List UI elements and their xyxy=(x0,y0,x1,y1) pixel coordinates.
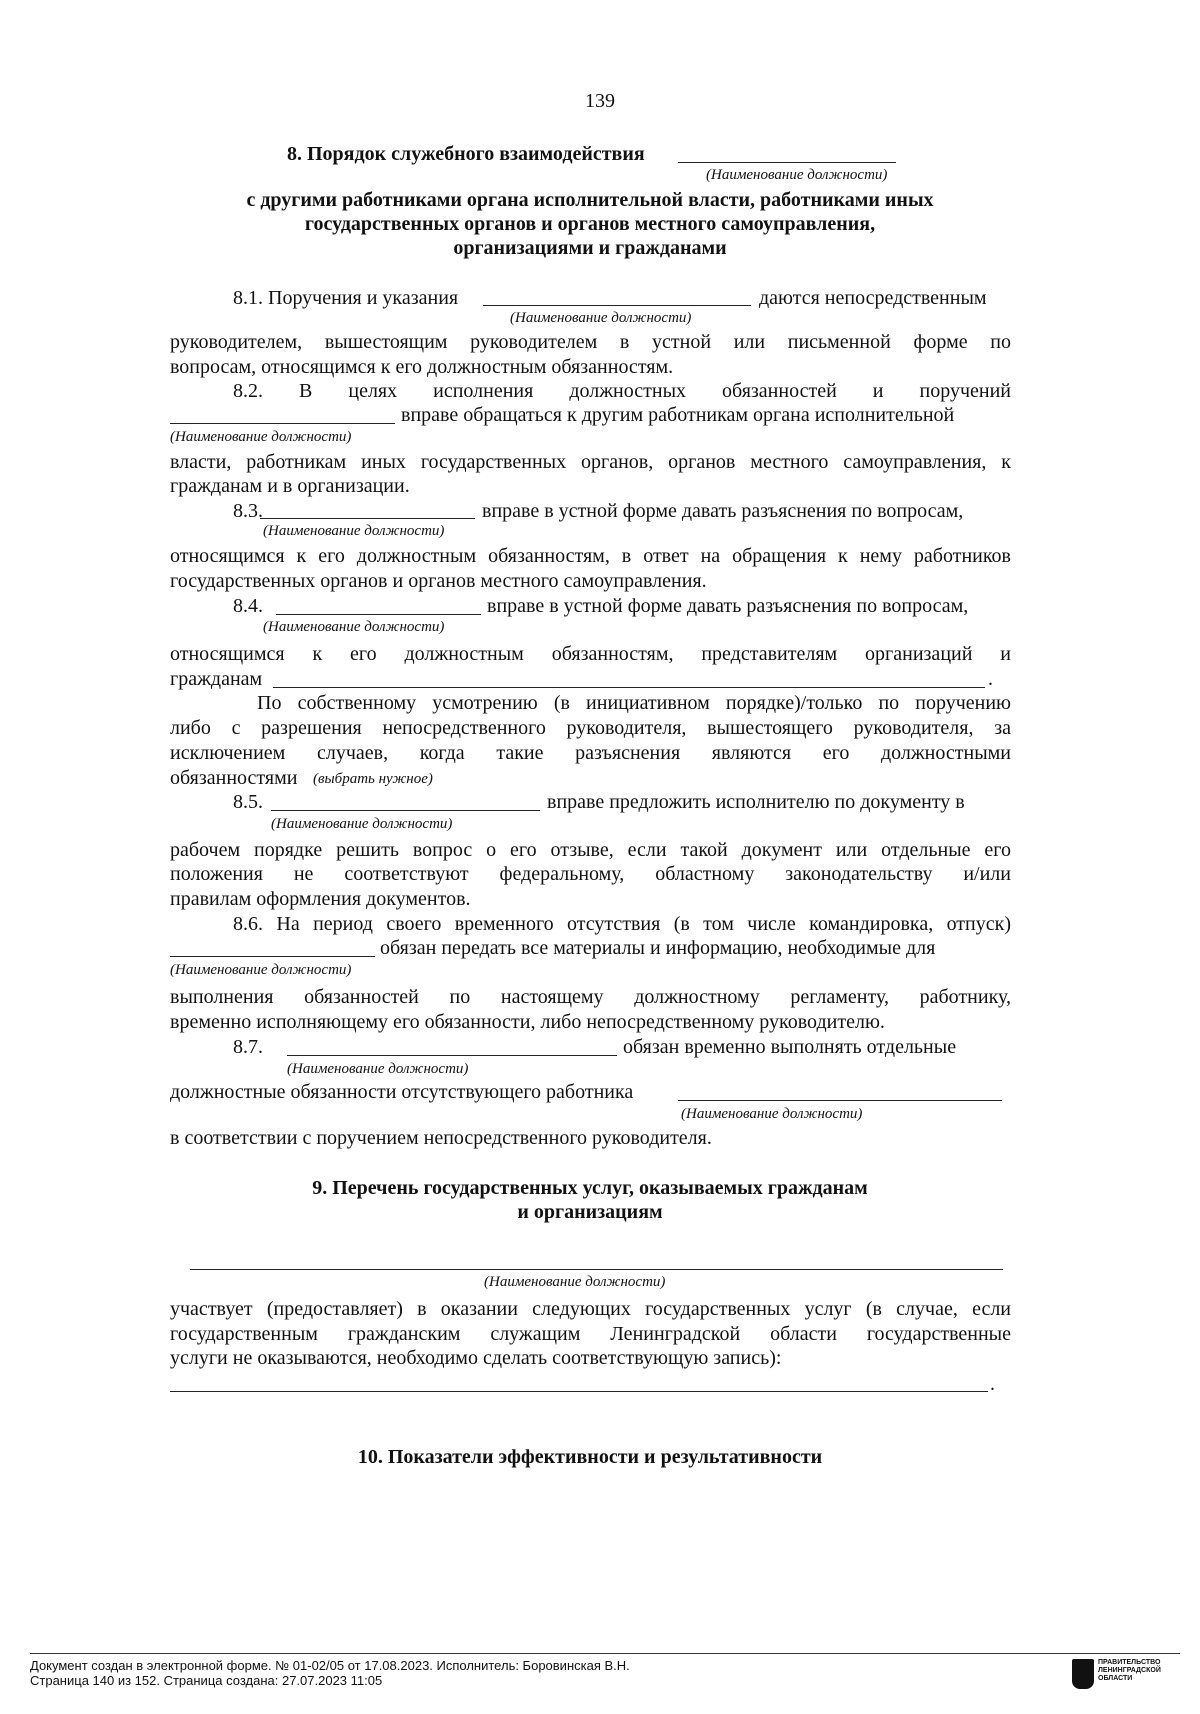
blank-line xyxy=(678,1100,1002,1101)
blank-line xyxy=(260,518,475,519)
page-number: 139 xyxy=(585,90,615,112)
paragraph-8-5-tail: вправе предложить исполнителю по документу в xyxy=(547,791,965,813)
paragraph-8-5-line2: рабочем порядке решить вопрос о его отзыве, если такой документ или отдельные его xyxy=(170,839,1011,861)
position-caption: (Наименование должности) xyxy=(681,1106,863,1122)
position-caption: (Наименование должности) xyxy=(271,816,453,832)
paragraph-8-1-start: 8.1. Поручения и указания xyxy=(233,287,459,309)
paragraph-8-5-number: 8.5. xyxy=(233,791,263,813)
paragraph-8-7-tail: обязан временно выполнять отдельные xyxy=(623,1036,957,1058)
blank-line xyxy=(170,1391,988,1392)
paragraph-8-3-tail: вправе в устной форме давать разъяснения по вопросам, xyxy=(482,500,964,522)
section-9-line1: участвует (предоставляет) в оказании следующих государственных услуг (в случае, если xyxy=(170,1298,1011,1320)
paragraph-8-4-number: 8.4. xyxy=(233,595,263,617)
paragraph-8-2-line4: гражданам и в организации. xyxy=(170,475,410,497)
paragraph-8-6-tail: обязан передать все материалы и информацию, необходимые для xyxy=(380,937,936,959)
footer-line1: Документ создан в электронной форме. № 01-02/05 от 17.08.2023. Исполнитель: Боровинская В.Н. xyxy=(30,1658,630,1673)
position-caption: (Наименование должности) xyxy=(287,1061,469,1077)
paragraph-8-3-line2: относящимся к его должностным обязанностям, в ответ на обращения к нему работников xyxy=(170,545,1011,567)
paragraph-8-4-end: . xyxy=(988,668,993,690)
section-8-title-prefix: 8. Порядок служебного взаимодействия xyxy=(287,143,645,165)
paragraph-8-4-line3: гражданам xyxy=(170,668,263,690)
blank-line xyxy=(273,687,985,688)
blank-line xyxy=(170,423,395,424)
blank-line xyxy=(190,1269,1003,1270)
coat-of-arms-logo-icon xyxy=(1072,1659,1094,1689)
section-9-end: . xyxy=(990,1373,995,1395)
blank-line xyxy=(483,305,751,306)
paragraph-8-2-line1: 8.2. В целях исполнения должностных обязанностей и поручений xyxy=(233,380,1011,402)
footer-divider xyxy=(30,1653,1180,1654)
blank-line xyxy=(271,810,540,811)
position-caption: (Наименование должности) xyxy=(510,310,692,326)
blank-line xyxy=(287,1055,617,1056)
paragraph-8-1-tail: даются непосредственным xyxy=(759,287,987,309)
paragraph-8-7-line3: в соответствии с поручением непосредственного руководителя. xyxy=(170,1127,712,1149)
paragraph-8-5-line4: правилам оформления документов. xyxy=(170,888,471,910)
choose-note: (выбрать нужное) xyxy=(313,771,433,787)
blank-line xyxy=(276,614,481,615)
section-8-title-line3: государственных органов и органов местного самоуправления, xyxy=(304,213,876,235)
footer-line2: Страница 140 из 152. Страница создана: 27.07.2023 11:05 xyxy=(30,1673,383,1688)
position-caption: (Наименование должности) xyxy=(706,167,888,183)
paragraph-8-1-line3: вопросам, относящимся к его должностным обязанностям. xyxy=(170,356,674,378)
section-10-title: 10. Показатели эффективности и результативности xyxy=(357,1446,823,1468)
government-logo-text: ПРАВИТЕЛЬСТВО ЛЕНИНГРАДСКОЙ ОБЛАСТИ xyxy=(1098,1659,1161,1682)
paragraph-8-4b-line2: либо с разрешения непосредственного руководителя, вышестоящего руководителя, за xyxy=(170,717,1011,739)
position-caption: (Наименование должности) xyxy=(484,1274,666,1290)
paragraph-8-6-line3: выполнения обязанностей по настоящему должностному регламенту, работнику, xyxy=(170,986,1011,1008)
paragraph-8-4b-line4: обязанностями xyxy=(170,767,298,789)
paragraph-8-4b-line3: исключением случаев, когда такие разъяснения являются его должностными xyxy=(170,742,1011,764)
section-9-line2: государственным гражданским служащим Ленинградской области государственные xyxy=(170,1323,1011,1345)
paragraph-8-1-line2: руководителем, вышестоящим руководителем в устной или письменной форме по xyxy=(170,331,1011,353)
paragraph-8-3-line3: государственных органов и органов местного самоуправления. xyxy=(170,570,707,592)
position-caption: (Наименование должности) xyxy=(170,962,352,978)
paragraph-8-4-tail: вправе в устной форме давать разъяснения по вопросам, xyxy=(487,595,969,617)
paragraph-8-2-line3: власти, работникам иных государственных органов, органов местного самоуправления, к xyxy=(170,451,1011,473)
blank-line xyxy=(170,956,375,957)
paragraph-8-2-tail: вправе обращаться к другим работникам органа исполнительной xyxy=(401,404,955,426)
paragraph-8-5-line3: положения не соответствуют федеральному, областному законодательству и/или xyxy=(170,863,1011,885)
paragraph-8-7-line2: должностные обязанности отсутствующего работника xyxy=(170,1081,634,1103)
position-caption: (Наименование должности) xyxy=(263,619,445,635)
paragraph-8-3-number: 8.3. xyxy=(233,500,263,522)
paragraph-8-4b-line1: По собственному усмотрению (в инициативном порядке)/только по поручению xyxy=(257,692,1011,714)
section-8-title-line4: организациями и гражданами xyxy=(453,237,727,259)
section-9-line3: услуги не оказываются, необходимо сделать соответствующую запись): xyxy=(170,1347,782,1369)
paragraph-8-4-line2: относящимся к его должностным обязанностям, представителям организаций и xyxy=(170,643,1011,665)
footer xyxy=(30,1658,630,1688)
position-caption: (Наименование должности) xyxy=(170,429,352,445)
section-8-title-line2: с другими работниками органа исполнительной власти, работниками иных xyxy=(246,189,934,211)
blank-line xyxy=(678,162,896,163)
paragraph-8-7-number: 8.7. xyxy=(233,1036,263,1058)
section-9-title-line1: 9. Перечень государственных услуг, оказываемых гражданам xyxy=(312,1177,868,1199)
section-9-title-line2: и организациям xyxy=(517,1201,663,1223)
paragraph-8-6-line1: 8.6. На период своего временного отсутствия (в том числе командировка, отпуск) xyxy=(233,913,1011,935)
paragraph-8-6-line4: временно исполняющему его обязанности, либо непосредственному руководителю. xyxy=(170,1011,885,1033)
position-caption: (Наименование должности) xyxy=(263,523,445,539)
